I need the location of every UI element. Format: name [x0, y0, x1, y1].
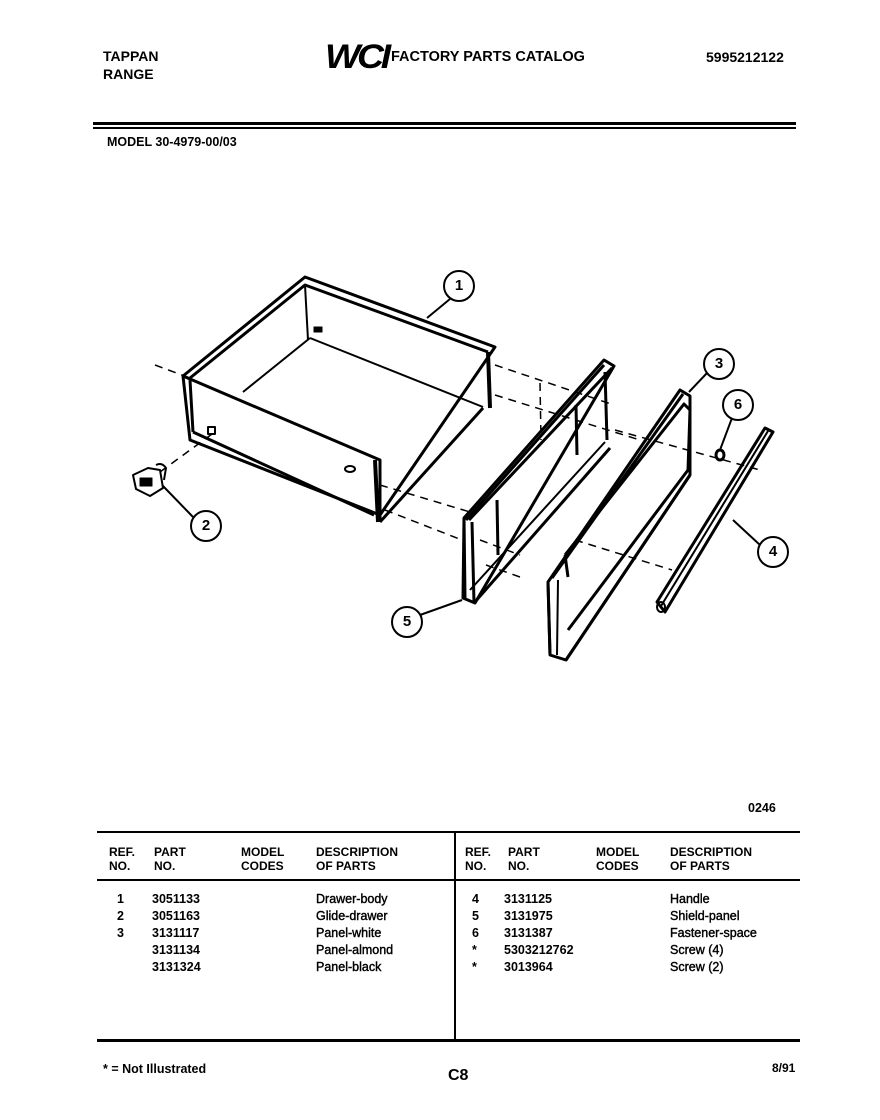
left-description-column: Drawer-body Glide-drawer Panel-white Panel-almond Panel-black — [316, 892, 394, 974]
left-part-column: 3051133 3051163 3131117 3131134 3131324 — [152, 892, 201, 974]
wci-logo: WCI — [325, 38, 388, 76]
header-model-right: MODEL CODES — [596, 845, 640, 873]
catalog-title: FACTORY PARTS CATALOG — [391, 49, 585, 65]
table-header-rule — [97, 879, 800, 881]
header-description-right: DESCRIPTION OF PARTS — [670, 845, 753, 873]
callout-5: 5 — [391, 606, 423, 638]
callout-6: 6 — [722, 389, 754, 421]
callout-2: 2 — [190, 510, 222, 542]
callout-1: 1 — [443, 270, 475, 302]
brand-line1: TAPPAN — [103, 48, 159, 64]
table-divider — [454, 831, 456, 1039]
table-bottom-rule — [97, 1039, 800, 1042]
header-model: MODEL CODES — [241, 845, 285, 873]
header-part: PART NO. — [154, 845, 186, 873]
model-label: MODEL 30-4979-00/03 — [107, 135, 237, 149]
page-code: C8 — [448, 1067, 469, 1084]
right-part-column: 3131125 3131975 3131387 5303212762 3013964 — [504, 892, 574, 974]
left-ref-column: 1 2 3 — [117, 892, 124, 940]
right-ref-column: 4 5 6 * * — [472, 892, 479, 974]
figure-code: 0246 — [748, 801, 776, 815]
header-ref: REF. NO. — [109, 845, 136, 873]
date-code: 8/91 — [772, 1061, 796, 1075]
header-description: DESCRIPTION OF PARTS — [316, 845, 399, 873]
header-part-right: PART NO. — [508, 845, 540, 873]
catalog-number: 5995212122 — [706, 49, 784, 65]
right-description-column: Handle Shield-panel Fastener-space Screw (4) Screw (2) — [670, 892, 757, 974]
footnote-not-illustrated: * = Not Illustrated — [103, 1062, 207, 1076]
header-ref-right: REF. NO. — [465, 845, 492, 873]
callout-4: 4 — [757, 536, 789, 568]
brand-line2: RANGE — [103, 66, 154, 82]
table-top-rule — [97, 831, 800, 833]
callout-3: 3 — [703, 348, 735, 380]
